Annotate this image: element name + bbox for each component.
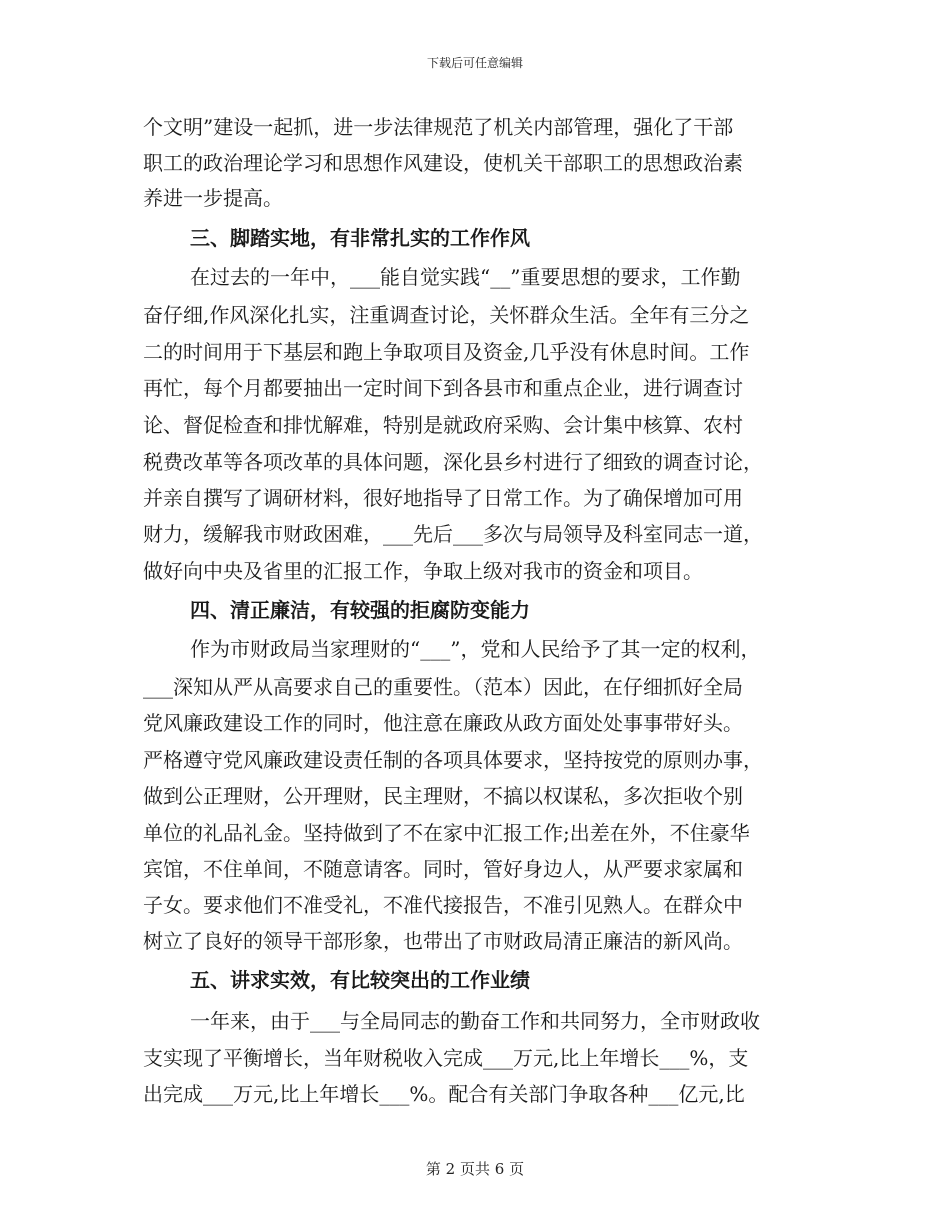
text-line: 做到公正理财，公开理财，民主理财，不搞以权谋私，多次拒收个别	[143, 784, 743, 808]
text-line: 财力，缓解我市财政困难，___先后___多次与局领导及科室同志一道，	[143, 522, 763, 546]
text-line: 奋仔细,作风深化扎实，注重调查讨论，关怀群众生活。全年有三分之	[143, 303, 750, 327]
section-heading: 五、讲求实效，有比较突出的工作业绩	[190, 968, 530, 992]
text-line: 宾馆，不住单间，不随意请客。同时，管好身边人，从严要求家属和	[143, 857, 743, 881]
text-line: 出完成___万元,比上年增长___%。配合有关部门争取各种___亿元,比	[143, 1082, 745, 1106]
text-line: 子女。要求他们不准受礼，不准代接报告，不准引见熟人。在群众中	[143, 893, 743, 917]
section-heading: 四、清正廉洁，有较强的拒腐防变能力	[190, 598, 530, 622]
text-line: 税费改革等各项改革的具体问题，深化县乡村进行了细致的调查讨论，	[143, 450, 763, 474]
text-line: 做好向中央及省里的汇报工作，争取上级对我市的资金和项目。	[143, 559, 703, 583]
text-line: 一年来，由于___与全局同志的勤奋工作和共同努力，全市财政收	[190, 1009, 760, 1033]
text-line: 论、督促检查和排忧解难，特别是就政府采购、会计集中核算、农村	[143, 413, 743, 437]
text-line: ___深知从严从高要求自己的重要性。（范本）因此，在仔细抓好全局	[143, 675, 743, 699]
text-line: 并亲自撰写了调研材料，很好地指导了日常工作。为了确保增加可用	[143, 486, 743, 510]
text-line: 树立了良好的领导干部形象，也带出了市财政局清正廉洁的新风尚。	[143, 929, 743, 953]
section-heading: 三、脚踏实地，有非常扎实的工作作风	[190, 226, 530, 250]
text-line: 养进一步提高。	[143, 186, 283, 210]
text-line: 党风廉政建设工作的同时，他注意在廉政从政方面处处事事带好头。	[143, 711, 743, 735]
text-line: 支实现了平衡增长，当年财税收入完成___万元,比上年增长___%，支	[143, 1046, 749, 1070]
text-line: 再忙，每个月都要抽出一定时间下到各县市和重点企业，进行调查讨	[143, 376, 743, 400]
page-header: 下载后可任意编辑	[426, 56, 523, 70]
text-line: 职工的政治理论学习和思想作风建设，使机关干部职工的思想政治素	[143, 151, 743, 175]
text-line: 在过去的一年中，___能自觉实践“__”重要思想的要求，工作勤	[190, 265, 741, 289]
page-footer: 第 2 页共 6 页	[425, 1160, 525, 1178]
text-line: 二的时间用于下基层和跑上争取项目及资金,几乎没有休息时间。工作	[143, 340, 750, 364]
text-line: 个文明”建设一起抓，进一步法律规范了机关内部管理，强化了干部	[143, 115, 734, 139]
text-line: 作为市财政局当家理财的“___”，党和人民给予了其一定的权利，	[190, 637, 761, 661]
text-line: 单位的礼品礼金。坚持做到了不在家中汇报工作;出差在外，不住豪华	[143, 821, 750, 845]
text-line: 严格遵守党风廉政建设责任制的各项具体要求，坚持按党的原则办事，	[143, 748, 763, 772]
